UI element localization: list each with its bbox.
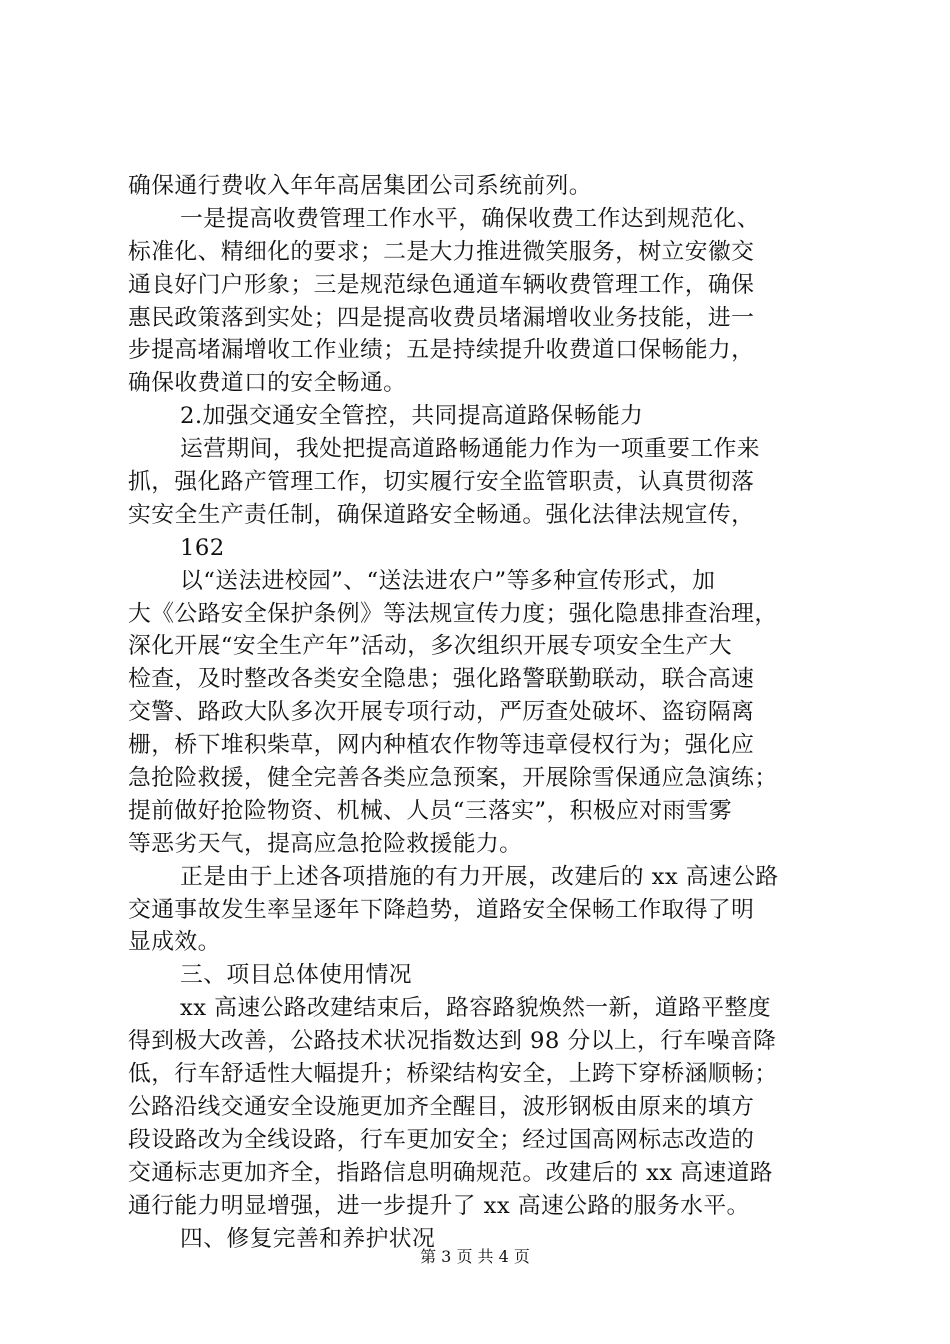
text-line: 公路沿线交通安全设施更加齐全醒目，波形钢板由原来的填方 bbox=[128, 1093, 755, 1120]
text-line: 检查，及时整改各类安全隐患；强化路警联勤联动，联合高速 bbox=[128, 666, 755, 693]
text-line: 惠民政策落到实处；四是提高收费员堵漏增收业务技能，进一 bbox=[128, 304, 755, 331]
text-line: 三、项目总体使用情况 bbox=[180, 962, 412, 989]
text-line: 确保收费道口的安全畅通。 bbox=[128, 370, 407, 397]
text-line: 通行能力明显增强，进一步提升了 xx 高速公路的服务水平。 bbox=[128, 1192, 750, 1219]
text-line: 低，行车舒适性大幅提升；桥梁结构安全，上跨下穿桥涵顺畅； bbox=[128, 1061, 778, 1088]
text-line: 通良好门户形象；三是规范绿色通道车辆收费管理工作，确保 bbox=[128, 271, 755, 298]
text-line: xx 高速公路改建结束后，路容路貌焕然一新，道路平整度 bbox=[180, 995, 771, 1022]
text-line: 交通标志更加齐全，指路信息明确规范。改建后的 xx 高速道路 bbox=[128, 1159, 773, 1186]
text-line: 深化开展“安全生产年”活动，多次组织开展专项安全生产大 bbox=[128, 633, 733, 660]
text-line: 步提高堵漏增收工作业绩；五是持续提升收费道口保畅能力， bbox=[128, 337, 755, 364]
text-line: 以“送法进校园”、“送法进农户”等多种宣传形式，加 bbox=[180, 567, 716, 594]
text-line: 运营期间，我处把提高道路畅通能力作为一项重要工作来 bbox=[180, 436, 760, 463]
text-line: 急抢险救援，健全完善各类应急预案，开展除雪保通应急演练； bbox=[128, 765, 778, 792]
text-line: 得到极大改善，公路技术状况指数达到 98 分以上，行车噪音降 bbox=[128, 1028, 777, 1055]
text-line: 2.加强交通安全管控，共同提高道路保畅能力 bbox=[180, 403, 644, 430]
text-line: 162 bbox=[180, 534, 225, 561]
text-line: 交警、路政大队多次开展专项行动，严厉查处破坏、盗窃隔离 bbox=[128, 699, 755, 726]
text-line: 确保通行费收入年年高居集团公司系统前列。 bbox=[128, 173, 592, 199]
text-line: 栅，桥下堆积柴草，网内种植农作物等违章侵权行为；强化应 bbox=[128, 732, 755, 759]
text-line: 标准化、精细化的要求；二是大力推进微笑服务，树立安徽交 bbox=[128, 238, 755, 265]
text-line: 交通事故发生率呈逐年下降趋势，道路安全保畅工作取得了明 bbox=[128, 896, 755, 923]
text-line: 大《公路安全保护条例》等法规宣传力度；强化隐患排查治理， bbox=[128, 600, 778, 627]
page-footer: 第 3 页 共 4 页 bbox=[420, 1247, 530, 1266]
text-line: 四、修复完善和养护状况 bbox=[180, 1225, 436, 1252]
text-line: 抓，强化路产管理工作，切实履行安全监管职责，认真贯彻落 bbox=[128, 469, 755, 496]
text-line: 一是提高收费管理工作水平，确保收费工作达到规范化、 bbox=[180, 205, 760, 232]
text-line: 段设路改为全线设路，行车更加安全；经过国高网标志改造的 bbox=[128, 1126, 755, 1153]
text-line: 实安全生产责任制，确保道路安全畅通。强化法律法规宣传， bbox=[128, 501, 755, 528]
text-line: 正是由于上述各项措施的有力开展，改建后的 xx 高速公路 bbox=[180, 863, 779, 890]
text-line: 等恶劣天气，提高应急抢险救援能力。 bbox=[128, 830, 523, 857]
text-line: 显成效。 bbox=[128, 929, 221, 956]
body-text bbox=[128, 170, 836, 1255]
text-line: 提前做好抢险物资、机械、人员“三落实”，积极应对雨雪雾 bbox=[128, 797, 733, 824]
